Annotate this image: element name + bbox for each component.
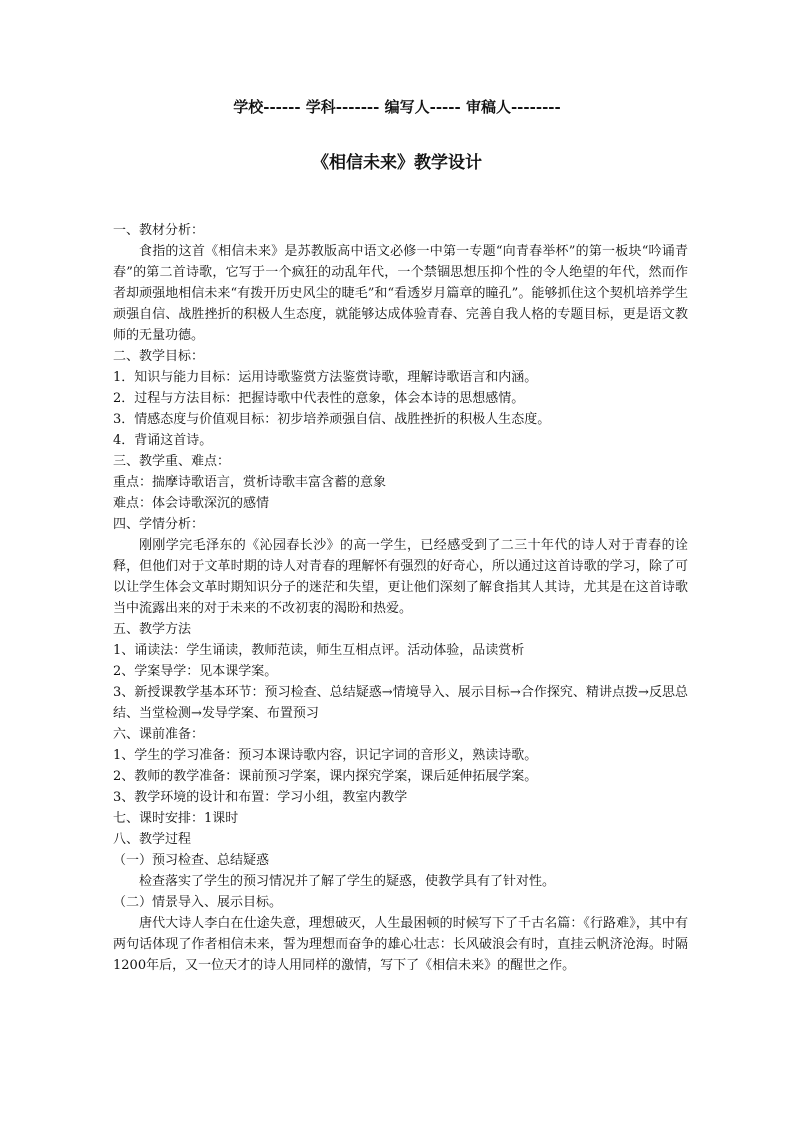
document-title: 《相信未来》教学设计 xyxy=(312,153,482,173)
paragraph-textbook-analysis: 食指的这首《相信未来》是苏教版高中语文必修一中第一专题“向青春举杯”的第一板块“吟诵青春”的第二首诗歌，它写于一个疯狂的动乱年代，一个禁锢思想压抑个性的令人绝望的年代，然而作者却顽强地相信未来“有拨开历史风尘的睫毛”和“看透岁月篇章的瞳孔”。能够抓住这个契机培养学生顽强自信、战胜挫折的积极人生态度，就能够达成体验青春、完善自我人格的专题目标，更是语文教师的无量功德。 xyxy=(113,244,688,343)
goal-item: 1．知识与能力目标：运用诗歌鉴赏方法鉴赏诗歌，理解诗歌语言和内涵。 xyxy=(113,370,538,385)
section-heading-preparation: 六、课前准备： xyxy=(113,727,205,742)
key-point-item: 重点：揣摩诗歌语言，赏析诗歌丰富含蓄的意象 xyxy=(113,475,387,490)
goal-item: 3．情感态度与价值观目标：初步培养顽强自信、战胜挫折的积极人生态度。 xyxy=(113,412,551,427)
preparation-item: 2、教师的教学准备：课前预习学案，课内探究学案，课后延伸拓展学案。 xyxy=(113,769,538,784)
paragraph-scene-intro: 唐代大诗人李白在仕途失意，理想破灭，人生最困顿的时候写下了千古名篇：《行路难》，其中有两句话体现了作者相信未来，誓为理想而奋争的雄心壮志：长风破浪会有时，直挂云帆济沧海。时隔1200年后，又一位天才的诗人用同样的激情，写下了《相信未来》的醒世之作。 xyxy=(113,916,688,973)
method-item: 2、学案导学：见本课学案。 xyxy=(113,664,278,679)
section-heading-teaching-process: 八、教学过程 xyxy=(113,832,192,847)
preparation-item: 1、学生的学习准备：预习本课诗歌内容，识记字词的音形义，熟读诗歌。 xyxy=(113,748,538,763)
section-heading-learner-analysis: 四、学情分析： xyxy=(113,517,205,532)
subsection-heading-scene-intro: （二）情景导入、展示目标。 xyxy=(113,895,283,910)
section-heading-schedule: 七、课时安排：1课时 xyxy=(113,811,239,826)
paragraph-preview-check: 检查落实了学生的预习情况并了解了学生的疑惑，使教学具有了针对性。 xyxy=(139,874,556,889)
method-item: 3、新授课教学基本环节：预习检查、总结疑惑→情境导入、展示目标→合作探究、精讲点拨→反思总结、当堂检测→发导学案、布置预习 xyxy=(113,685,688,721)
preparation-item: 3、教学环境的设计和布置：学习小组，教室内教学 xyxy=(113,790,408,805)
section-heading-teaching-goals: 二、教学目标： xyxy=(113,349,205,364)
goal-item: 4．背诵这首诗。 xyxy=(113,433,213,448)
paragraph-learner-analysis: 刚刚学完毛泽东的《沁园春长沙》的高一学生，已经感受到了二三十年代的诗人对于青春的诠释，但他们对于文革时期的诗人对青春的理解怀有强烈的好奇心，所以通过这首诗歌的学习，除了可以让学生体会文革时期知识分子的迷茫和失望，更让他们深刻了解食指其人其诗，尤其是在这首诗歌当中流露出来的对于未来的不改初衷的渴盼和热爱。 xyxy=(113,538,688,616)
document-body xyxy=(113,220,688,976)
section-heading-key-points: 三、教学重、难点： xyxy=(113,454,231,469)
section-heading-textbook-analysis: 一、教材分析： xyxy=(113,223,205,238)
method-item: 1、诵读法：学生诵读，教师范读，师生互相点评。活动体验，品读赏析 xyxy=(113,643,525,658)
key-point-item: 难点：体会诗歌深沉的感情 xyxy=(113,496,270,511)
goal-item: 2．过程与方法目标：把握诗歌中代表性的意象，体会本诗的思想感情。 xyxy=(113,391,525,406)
section-heading-teaching-methods: 五、教学方法 xyxy=(113,622,192,637)
document-meta-line: 学校------ 学科------- 编写人----- 审稿人-------- xyxy=(233,98,561,116)
subsection-heading-preview-check: （一）预习检查、总结疑惑 xyxy=(113,853,270,868)
